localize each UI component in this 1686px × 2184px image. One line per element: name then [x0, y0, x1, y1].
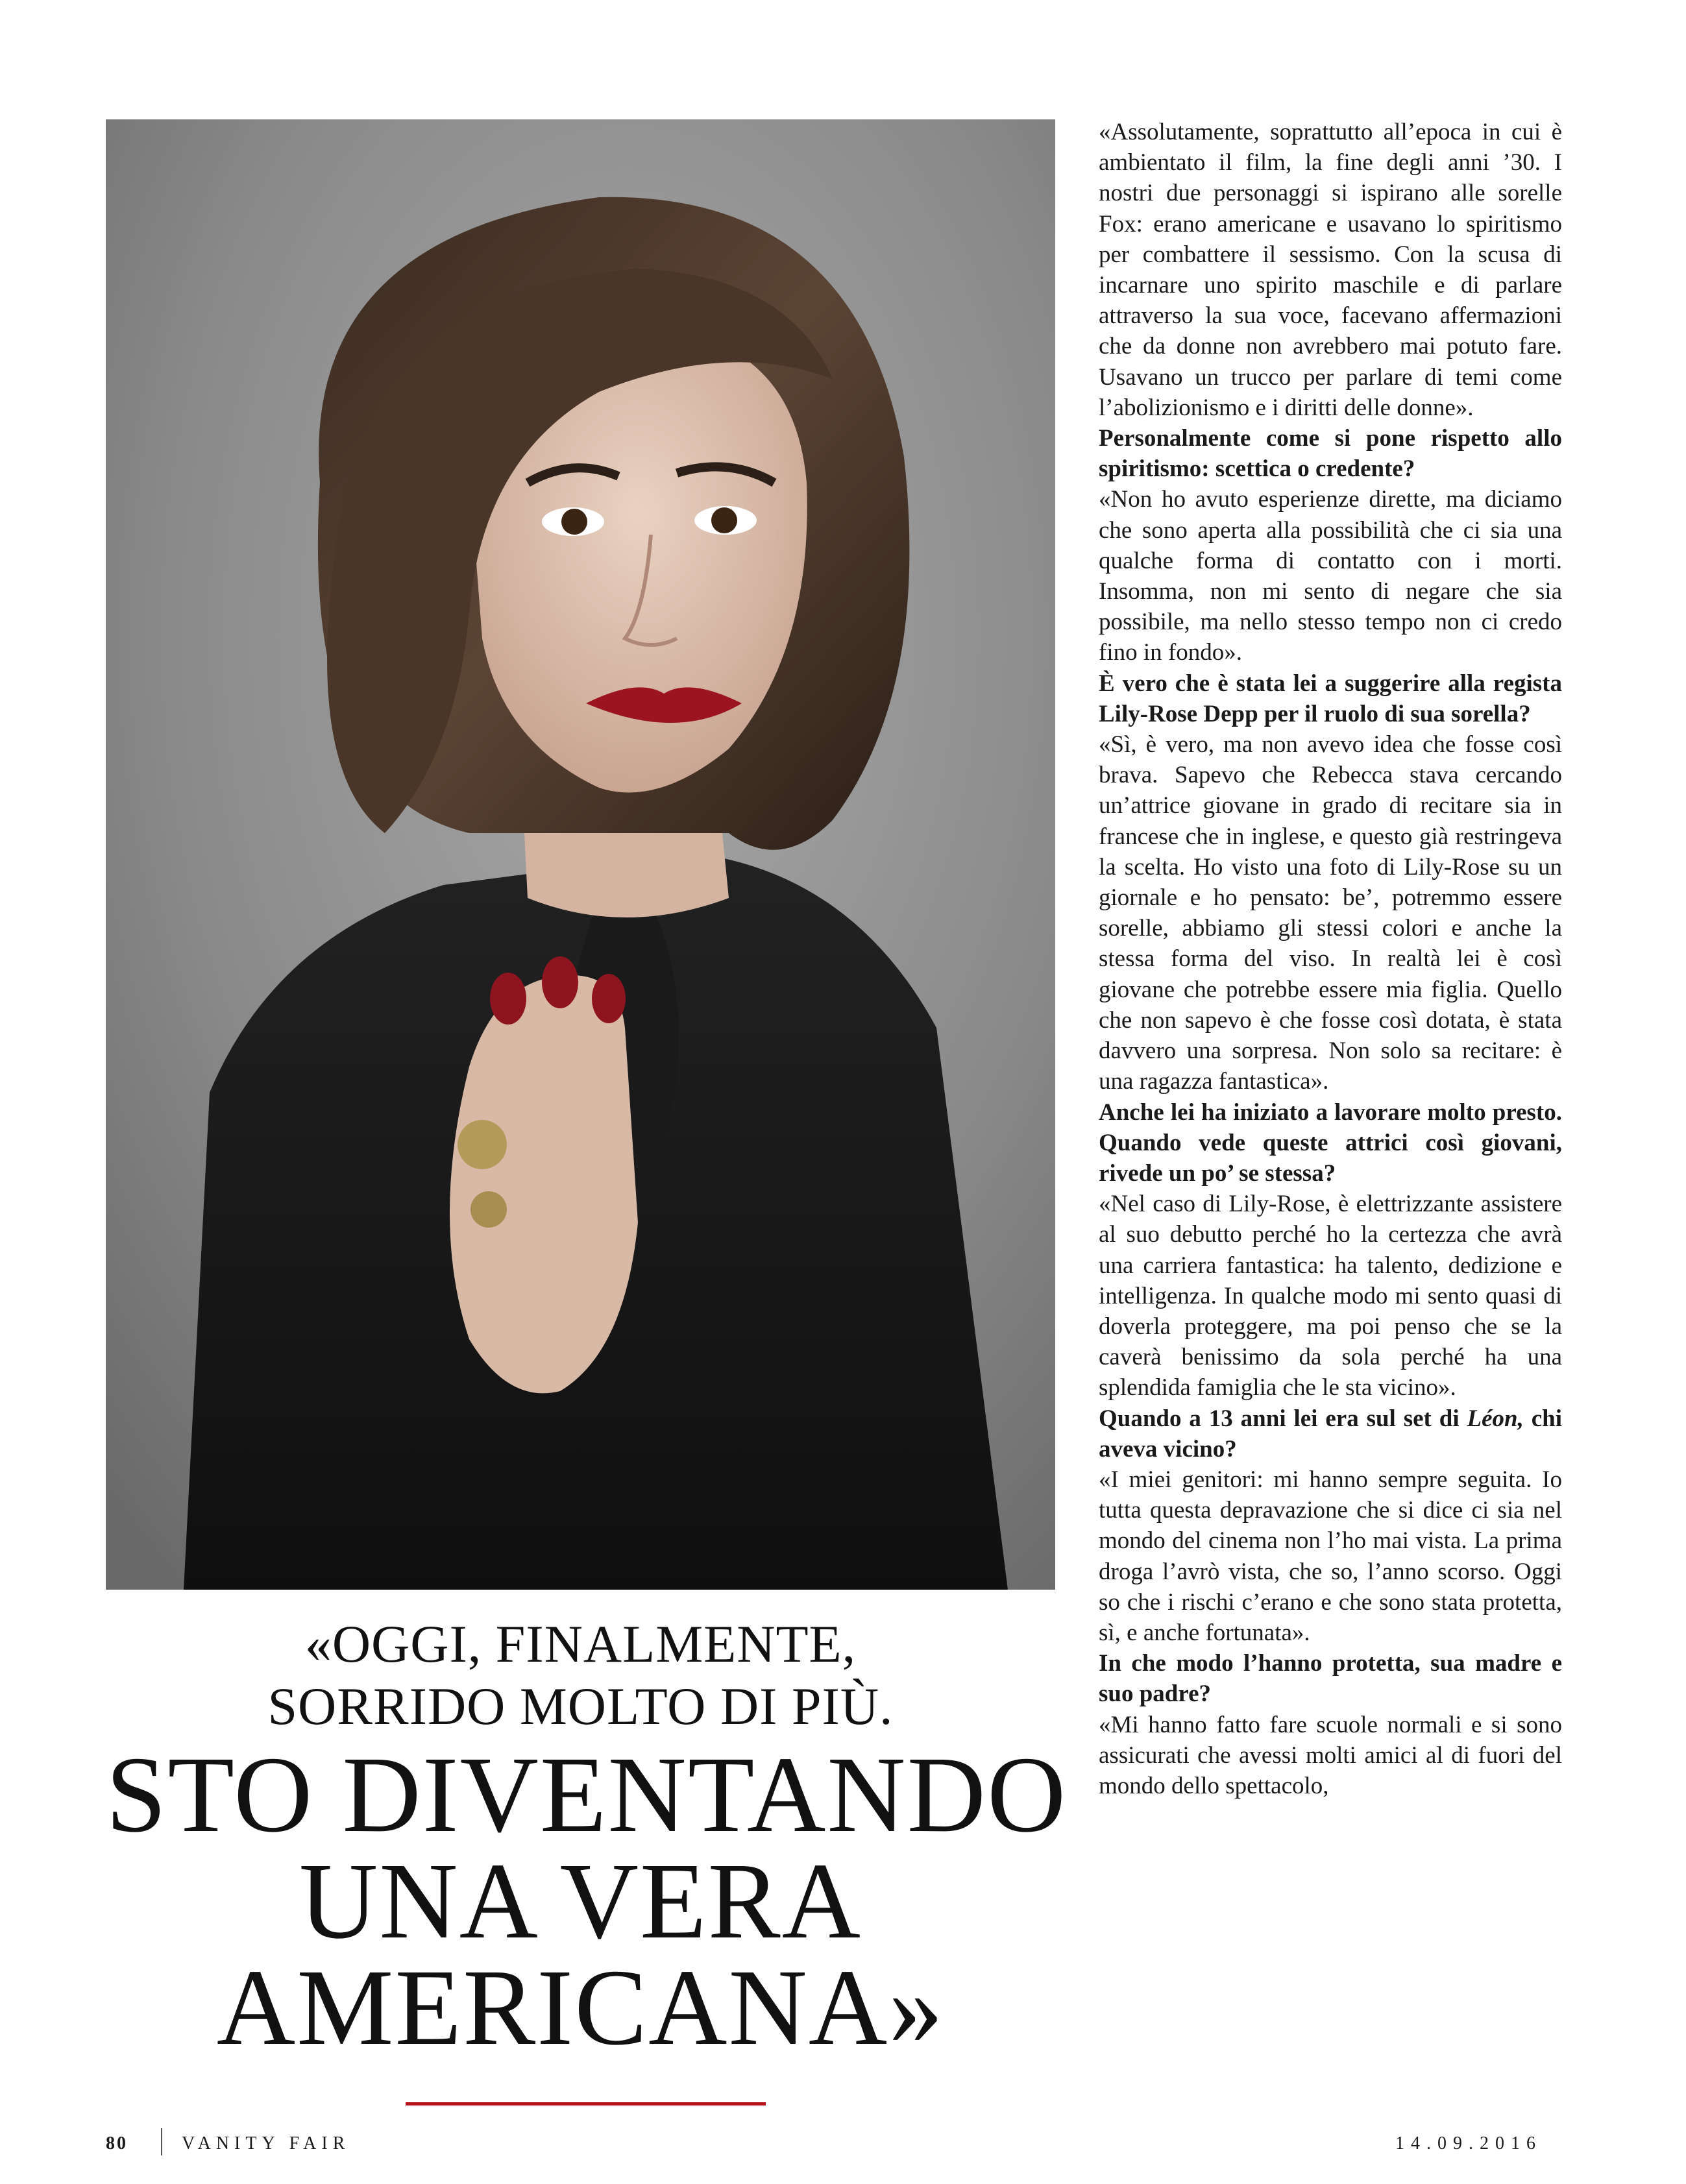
question-paragraph: È vero che è stata lei a suggerire alla regista Lily-Rose Depp per il ruolo di sua sorella? — [1099, 670, 1562, 727]
footer-separator — [161, 2128, 162, 2155]
pull-quote-headline-line-2: UNA VERA — [299, 1841, 862, 1961]
question-paragraph: Anche lei ha iniziato a lavorare molto presto. Quando vede queste attrici così giovani, rivede un po’ se stessa? — [1099, 1098, 1562, 1187]
question-paragraph: Personalmente come si pone rispetto allo spiritismo: scettica o credente? — [1099, 425, 1562, 483]
portrait-illustration — [106, 119, 1055, 1590]
portrait-photo — [106, 119, 1055, 1590]
page-number: 80 — [106, 2133, 128, 2154]
answer-paragraph: «Assolutamente, soprattutto all’epoca in cui è ambientato il film, la fine degli anni ’30. I nostri due personaggi si ispirano alle sorelle Fox: erano americane e usavano lo spiritismo per combattere il sessismo. Con la scusa di incarnare uno spirito maschile e di parlare attraverso la sua voce, facevano affermazioni che da donne non avrebbero mai potuto fare. Usavano un trucco per parlare di temi come l’abolizionismo e i diritti delle donne». — [1099, 119, 1562, 421]
magazine-name: VANITY FAIR — [182, 2133, 350, 2154]
pull-quote-headline-line-1: STO DIVENTANDO — [106, 1734, 1068, 1855]
question-paragraph: In che modo l’hanno protetta, sua madre e suo padre? — [1099, 1650, 1562, 1708]
question-text: Quando a 13 anni lei era sul set di — [1099, 1405, 1467, 1432]
film-title: Léon, — [1467, 1405, 1524, 1432]
answer-paragraph: «Sì, è vero, ma non avevo idea che fosse così brava. Sapevo che Rebecca stava cercando un’attrice giovane in grado di recitare sia in francese che in inglese, e questo già restringeva la scelta. Ho visto una foto di Lily-Rose su un giornale e ho pensato: be’, potremmo essere sorelle, abbiamo gli stessi colori e anche la stessa forma del viso. In realtà lei è così giovane che potrebbe essere mia figlia. Quello che non sapevo è che fosse così dotata, è stata davvero una sorpresa. Non solo sa recitare: è una ragazza fantastica». — [1099, 731, 1562, 1095]
answer-paragraph: «Nel caso di Lily-Rose, è elettrizzante assistere al suo debutto perché ho la certezza che avrà una carriera fantastica: ha talento, dedizione e intelligenza. In qualche modo mi sento quasi di doverla proteggere, ma poi penso che se la caverà benissimo da sola perché ha una splendida famiglia che le sta vicino». — [1099, 1191, 1562, 1401]
issue-date: 14.09.2016 — [1395, 2133, 1542, 2154]
answer-paragraph: «Non ho avuto esperienze dirette, ma diciamo che sono aperta alla possibilità che ci sia una qualche forma di contatto con i morti. Insomma, non mi sento di negare che sia possibile, ma nello stesso tempo non ci credo fino in fondo». — [1099, 486, 1562, 666]
pull-quote-headline-line-3: AMERICANA» — [216, 1947, 945, 2068]
article-column — [1099, 117, 1562, 1801]
pull-quote-line-1: «OGGI, FINALMENTE, — [304, 1614, 857, 1673]
pull-quote-line-2: SORRIDO MOLTO DI PIÙ. — [267, 1677, 894, 1736]
question-paragraph — [1099, 1403, 1562, 1464]
question-text: chi aveva vicino? — [1099, 1405, 1563, 1462]
answer-paragraph: «I miei genitori: mi hanno sempre seguita. Io tutta questa depravazione che si dice ci sia nel mondo del cinema non l’ho mai vista. La prima droga l’avrò vista, che so, l’anno scorso. Oggi so che i rischi c’erano e che sono stata protetta, sì, e anche fortunata». — [1099, 1466, 1562, 1646]
answer-paragraph: «Mi hanno fatto fare scuole normali e si sono assicurati che avessi molti amici al di fuori del mondo dello spettacolo, — [1099, 1711, 1562, 1799]
pull-quote-rule — [406, 2102, 766, 2105]
